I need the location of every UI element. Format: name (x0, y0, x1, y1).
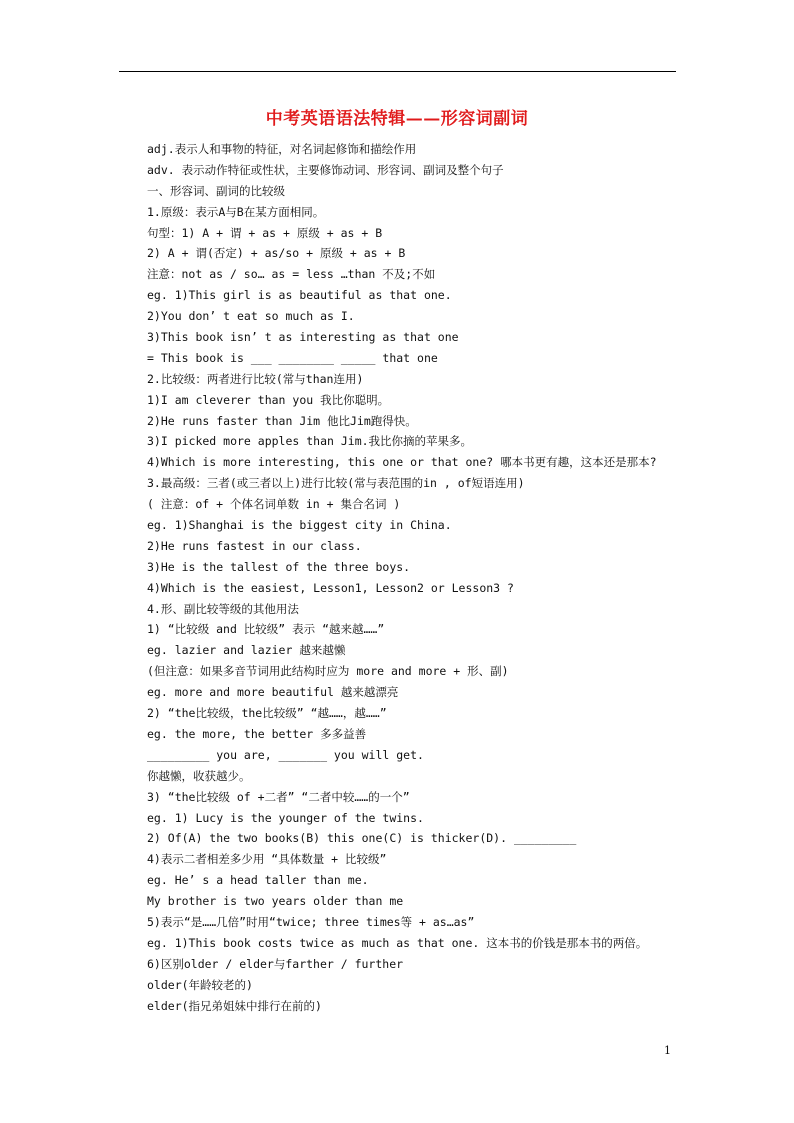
text-line: (但注意：如果多音节词用此结构时应为 more and more + 形、副) (147, 664, 509, 679)
text-line: 2) “the比较级，the比较级” “越……，越……” (147, 706, 387, 721)
text-line: ( 注意：of + 个体名词单数 in + 集合名词 ) (147, 497, 401, 512)
text-line: 注意：not as / so… as = less …than 不及;不如 (147, 267, 436, 282)
text-line: 3)This book isn’ t as interesting as that one (147, 330, 459, 345)
text-line: adj.表示人和事物的特征，对名词起修饰和描绘作用 (147, 142, 417, 156)
text-line: 4.形、副比较等级的其他用法 (147, 601, 299, 616)
document-title: 中考英语语法特辑——形容词副词 (265, 109, 529, 129)
text-line: 6)区别older / elder与farther / further (147, 956, 404, 971)
text-line: 句型：1) A + 谓 + as + 原级 + as + B (147, 225, 383, 240)
text-line: 你越懒，收获越少。 (147, 768, 251, 783)
text-line: 4)Which is more interesting, this one or that one? 哪本书更有趣，这本还是那本? (147, 455, 657, 470)
header-rule (119, 71, 676, 72)
text-line: 一、形容词、副词的比较级 (147, 183, 285, 198)
text-line: 4)表示二者相差多少用 “具体数量 + 比较级” (147, 852, 387, 867)
text-line: 3)I picked more apples than Jim.我比你摘的苹果多。 (147, 434, 473, 449)
text-line: 2)You don’ t eat so much as I. (147, 309, 355, 324)
text-line: 2)He runs fastest in our class. (147, 538, 362, 553)
text-line: eg. 1)Shanghai is the biggest city in China. (147, 518, 452, 533)
text-line: older(年龄较老的) (147, 977, 253, 992)
text-line: _________ you are, _______ you will get. (147, 747, 424, 762)
text-line: eg. He’ s a head taller than me. (147, 873, 369, 888)
text-line: 3.最高级：三者(或三者以上)进行比较(常与表范围的in , of短语连用) (147, 476, 525, 491)
text-line: 2)He runs faster than Jim 他比Jim跑得快。 (147, 413, 417, 428)
text-line: eg. 1)This girl is as beautiful as that one. (147, 288, 452, 303)
text-line: My brother is two years older than me (147, 894, 404, 909)
text-line: eg. lazier and lazier 越来越懒 (147, 643, 346, 658)
text-line: eg. the more, the better 多多益善 (147, 726, 367, 741)
text-line: 2) A + 谓(否定) + as/so + 原级 + as + B (147, 246, 406, 261)
text-line: 1)I am cleverer than you 我比你聪明。 (147, 392, 390, 407)
text-line: adv. 表示动作特征或性状，主要修饰动词、形容词、副词及整个句子 (147, 162, 504, 177)
text-line: 2) Of(A) the two books(B) this one(C) is thicker(D). _________ (147, 831, 577, 846)
document-body (147, 139, 707, 1016)
text-line: eg. more and more beautiful 越来越漂亮 (147, 685, 399, 700)
text-line: eg. 1) Lucy is the younger of the twins. (147, 810, 424, 825)
text-line: 2.比较级：两者进行比较(常与than连用) (147, 371, 364, 386)
text-line: 1.原级：表示A与B在某方面相同。 (147, 204, 325, 219)
text-line: 5)表示“是……几倍”时用“twice; three times等 + as…as” (147, 914, 475, 929)
text-line: 3)He is the tallest of the three boys. (147, 559, 411, 574)
text-line: elder(指兄弟姐妹中排行在前的) (147, 998, 322, 1013)
page-number: 1 (664, 1044, 671, 1057)
text-line: 4)Which is the easiest, Lesson1, Lesson2 or Lesson3 ? (147, 580, 514, 595)
text-line: eg. 1)This book costs twice as much as that one. 这本书的价钱是那本书的两倍。 (147, 935, 648, 950)
text-line: 3) “the比较级 of +二者” “二者中较……的一个” (147, 789, 410, 804)
text-line: 1) “比较级 and 比较级” 表示 “越来越……” (147, 622, 385, 637)
text-line: = This book is ___ ________ _____ that one (147, 350, 438, 365)
